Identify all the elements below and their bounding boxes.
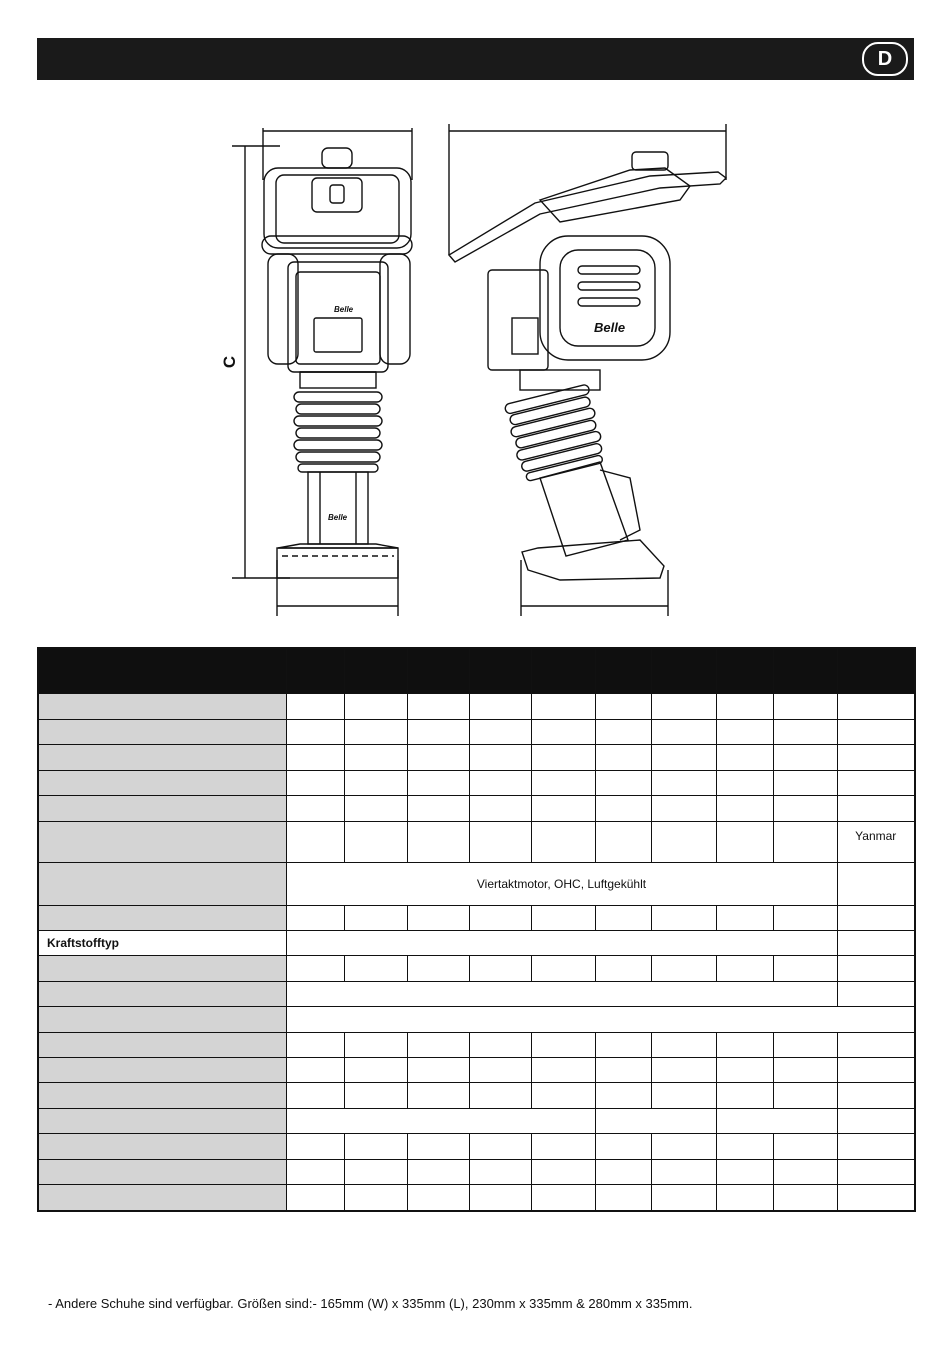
- side-view: [449, 152, 726, 580]
- engine-type-cell: Viertaktmotor, OHC, Luftgekühlt: [286, 863, 837, 906]
- table-row: [38, 906, 915, 931]
- table-row: [38, 771, 915, 796]
- spec-table: [37, 647, 916, 1212]
- table-row: [38, 1083, 915, 1109]
- table-row: [38, 956, 915, 982]
- table-row: [38, 1134, 915, 1160]
- table-row: [38, 863, 915, 906]
- table-row: [38, 796, 915, 822]
- dimension-c-label: C: [220, 355, 240, 369]
- table-row: [38, 720, 915, 745]
- table-row: [38, 1058, 915, 1083]
- table-row: [38, 1185, 915, 1211]
- table-row: [38, 1109, 915, 1134]
- table-row: [38, 694, 915, 720]
- rammer-drawing: [0, 0, 950, 640]
- table-row: [38, 1033, 915, 1058]
- fuel-type-label: Kraftstofftyp: [38, 931, 286, 956]
- side-logo: Belle: [594, 320, 626, 335]
- table-header-row: [38, 648, 915, 694]
- table-row: [38, 822, 915, 863]
- table-row: [38, 1160, 915, 1185]
- base-logo: Belle: [328, 513, 348, 522]
- table-row: [38, 931, 915, 956]
- engine-maker-cell: Yanmar: [837, 822, 915, 863]
- table-row: [38, 982, 915, 1007]
- table-row: [38, 1007, 915, 1033]
- table-row: [38, 745, 915, 771]
- language-badge: D: [862, 42, 908, 76]
- front-logo: Belle: [334, 305, 354, 314]
- footnote: - Andere Schuhe sind verfügbar. Größen sind:- 165mm (W) x 335mm (L), 230mm x 335mm & 280mm x 335mm.: [48, 1296, 693, 1311]
